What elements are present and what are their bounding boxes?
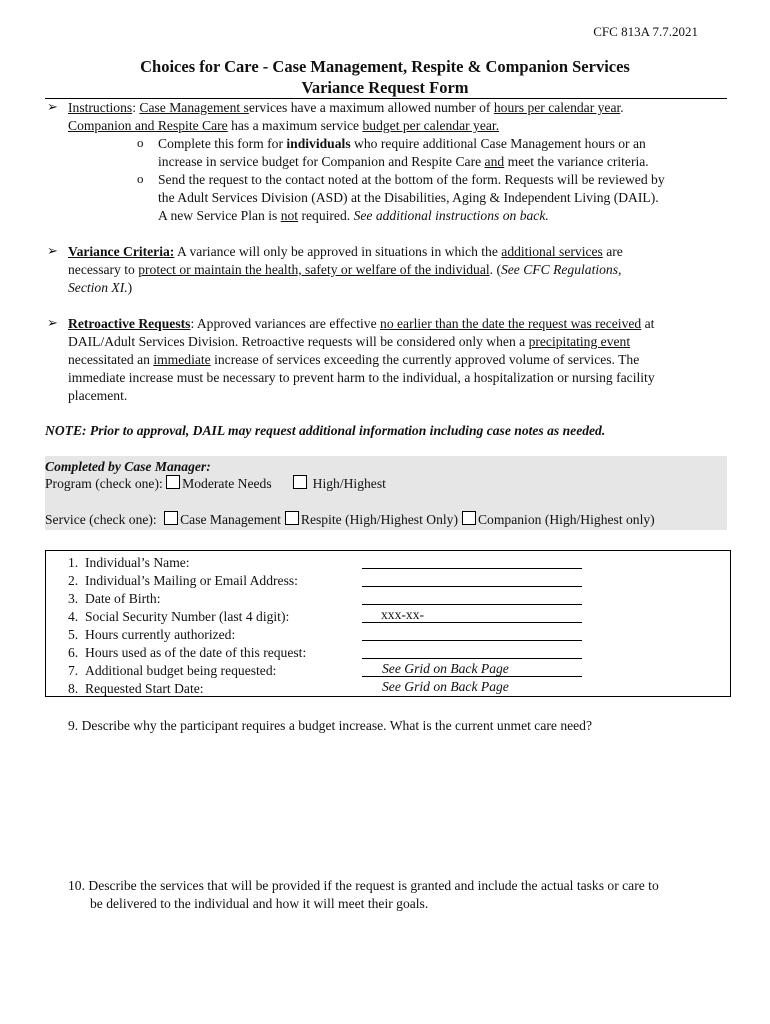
service-label: Service (check one): xyxy=(45,512,161,527)
title-line-2: Variance Request Form xyxy=(301,78,469,97)
retroactive-line-1: Retroactive Requests: Approved variances are effective no earlier than the date the request was received at xyxy=(68,316,655,331)
start-date-value: See Grid on Back Page xyxy=(382,679,509,694)
instructions-sub2-line-3: A new Service Plan is not required. See additional instructions on back. xyxy=(158,208,549,223)
date-of-birth-field[interactable] xyxy=(362,604,582,605)
individual-name-field[interactable] xyxy=(362,568,582,569)
program-row xyxy=(45,475,386,493)
field-row: 7. Additional budget being requested: xyxy=(68,663,277,678)
variance-line-3: Section XI.) xyxy=(68,280,133,295)
instructions-sub2-line-1: Send the request to the contact noted at the bottom of the form. Requests will be reviewed by xyxy=(158,172,665,187)
option-high-highest: High/Highest xyxy=(312,476,386,491)
instructions-line-1: Instructions: Case Management services have a maximum allowed number of hours per calendar year. xyxy=(68,100,624,115)
program-label: Program (check one): xyxy=(45,476,167,491)
field-row: 4. Social Security Number (last 4 digit): xyxy=(68,609,290,624)
mailing-address-field[interactable] xyxy=(362,586,582,587)
field-row: 2. Individual’s Mailing or Email Address: xyxy=(68,573,298,588)
instructions-sub2-line-2: the Adult Services Division (ASD) at the Disabilities, Aging & Independent Living (DAIL). xyxy=(158,190,659,205)
retroactive-line-3: necessitated an immediate increase of services exceeding the currently approved volume of services. The xyxy=(68,352,640,367)
retroactive-line-5: placement. xyxy=(68,388,128,403)
note-text: NOTE: Prior to approval, DAIL may request additional information including case notes as needed. xyxy=(45,423,606,438)
retroactive-line-4: immediate increase must be necessary to prevent harm to the individual, a hospitalization or nursing facility xyxy=(68,370,655,385)
option-moderate-needs: Moderate Needs xyxy=(182,476,272,491)
question-9: 9. Describe why the participant requires a budget increase. What is the current unmet care need? xyxy=(68,718,593,733)
field-row: 8. Requested Start Date: xyxy=(68,681,204,696)
hours-used-field[interactable] xyxy=(362,658,582,659)
hours-authorized-field[interactable] xyxy=(362,640,582,641)
circle-bullet-icon: o xyxy=(137,135,144,150)
variance-line-2: necessary to protect or maintain the health, safety or welfare of the individual. (See CFC Regulations, xyxy=(68,262,622,277)
checkbox-case-management[interactable] xyxy=(164,511,178,525)
field-row: 3. Date of Birth: xyxy=(68,591,161,606)
field-row: 6. Hours used as of the date of this request: xyxy=(68,645,307,660)
checkbox-moderate-needs[interactable] xyxy=(166,475,180,489)
arrow-bullet-icon: ➢ xyxy=(47,243,58,258)
ssn-value: xxx-xx- xyxy=(381,607,425,622)
page-title xyxy=(0,56,770,98)
option-respite: Respite (High/Highest Only) xyxy=(300,512,458,527)
circle-bullet-icon: o xyxy=(137,171,144,186)
field-row: 1. Individual’s Name: xyxy=(68,555,190,570)
arrow-bullet-icon: ➢ xyxy=(47,99,58,114)
instructions-sub1-line-2: increase in service budget for Companion and Respite Care and meet the variance criteria. xyxy=(158,154,649,169)
retroactive-line-2: DAIL/Adult Services Division. Retroactive requests will be considered only when a precipitating event xyxy=(68,334,631,349)
instructions-line-2: Companion and Respite Care has a maximum service budget per calendar year. xyxy=(68,118,500,133)
checkbox-high-highest[interactable] xyxy=(293,475,307,489)
option-companion: Companion (High/Highest only) xyxy=(477,512,655,527)
field-row: 5. Hours currently authorized: xyxy=(68,627,236,642)
instructions-sub1-line-1: Complete this form for individuals who require additional Case Management hours or an xyxy=(158,136,646,151)
additional-budget-value: See Grid on Back Page xyxy=(382,661,509,676)
arrow-bullet-icon: ➢ xyxy=(47,315,58,330)
case-manager-heading: Completed by Case Manager: xyxy=(45,459,211,474)
individual-info-box xyxy=(45,550,731,697)
title-line-1: Choices for Care - Case Management, Respite & Companion Services xyxy=(140,57,630,76)
question-10-line-2: be delivered to the individual and how it will meet their goals. xyxy=(90,896,429,911)
form-id: CFC 813A 7.7.2021 xyxy=(593,24,698,39)
variance-line-1: Variance Criteria: A variance will only be approved in situations in which the additional services are xyxy=(68,244,623,259)
question-10-line-1: 10. Describe the services that will be provided if the request is granted and include the actual tasks or care to xyxy=(68,878,659,893)
checkbox-respite[interactable] xyxy=(285,511,299,525)
service-row xyxy=(45,511,655,529)
option-case-management: Case Management xyxy=(180,512,281,527)
checkbox-companion[interactable] xyxy=(462,511,476,525)
